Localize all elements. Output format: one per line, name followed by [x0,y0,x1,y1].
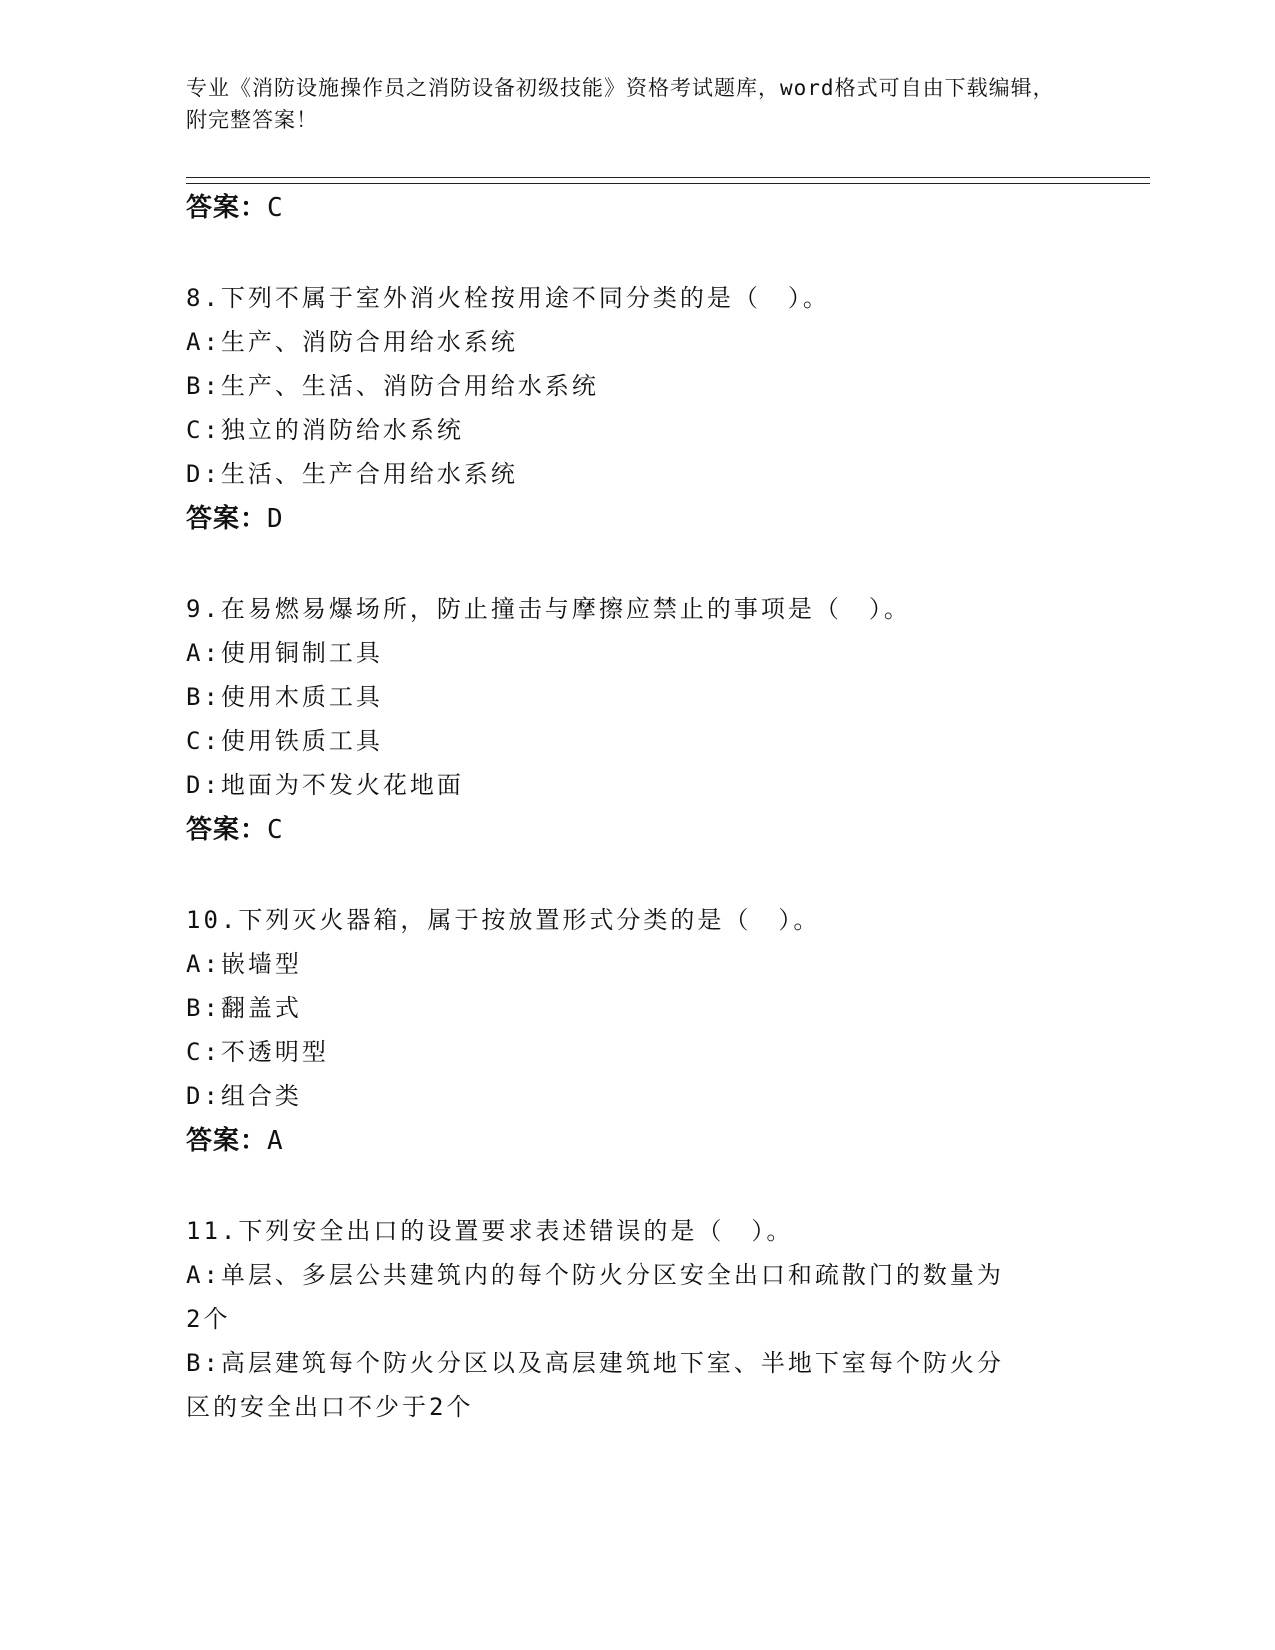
option-b: B:高层建筑每个防火分区以及高层建筑地下室、半地下室每个防火分 [186,1349,1004,1377]
answer-label: 答案： [186,504,268,534]
answer-label: 答案： [186,815,268,845]
option-a: A:使用铜制工具 [186,639,383,667]
answer-line [186,815,284,845]
option-b: B:生产、生活、消防合用给水系统 [186,372,599,400]
option-a: A:单层、多层公共建筑内的每个防火分区安全出口和疏散门的数量为 [186,1261,1004,1289]
answer-line [186,1126,284,1156]
option-a: A:生产、消防合用给水系统 [186,328,518,356]
option-b-continued: 区的安全出口不少于2个 [186,1393,474,1421]
header-divider-bottom [186,183,1150,184]
answer-value: C [267,815,284,845]
option-a: A:嵌墙型 [186,950,302,978]
option-c: C:不透明型 [186,1038,329,1066]
question-stem: 11.下列安全出口的设置要求表述错误的是（ ）。 [186,1217,794,1245]
answer-value: A [267,1126,284,1156]
answer-value: C [267,193,284,223]
document-header: 专业《消防设施操作员之消防设备初级技能》资格考试题库，word格式可自由下载编辑，附完整答案！ [186,76,1055,132]
option-d: D:组合类 [186,1082,302,1110]
option-a-continued: 2个 [186,1305,231,1333]
answer-value: D [267,504,284,534]
question-stem: 9.在易燃易爆场所，防止撞击与摩擦应禁止的事项是（ ）。 [186,595,911,623]
option-c: C:使用铁质工具 [186,727,383,755]
option-d: D:生活、生产合用给水系统 [186,460,518,488]
question-stem: 10.下列灭火器箱，属于按放置形式分类的是（ ）。 [186,906,821,934]
answer-line [186,504,284,534]
question-stem: 8.下列不属于室外消火栓按用途不同分类的是（ ）。 [186,284,830,312]
header-divider-top [186,177,1150,178]
option-c: C:独立的消防给水系统 [186,416,464,444]
answer-label: 答案： [186,193,268,223]
option-d: D:地面为不发火花地面 [186,771,464,799]
option-b: B:翻盖式 [186,994,302,1022]
answer-label: 答案： [186,1126,268,1156]
option-b: B:使用木质工具 [186,683,383,711]
answer-line [186,193,284,223]
